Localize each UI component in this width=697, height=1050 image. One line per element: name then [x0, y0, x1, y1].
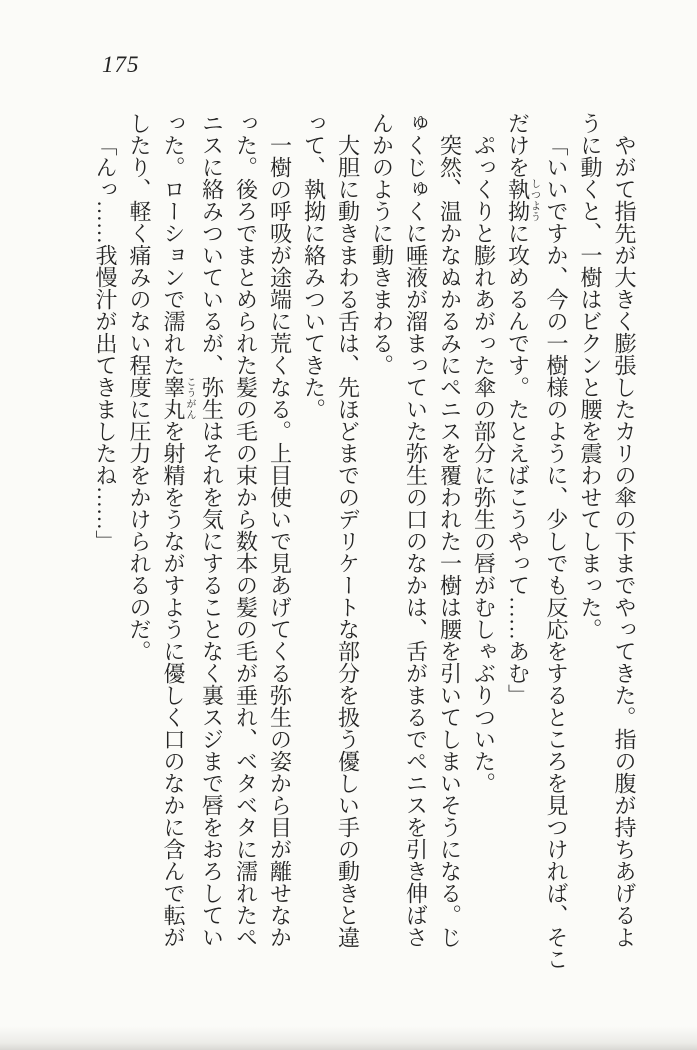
text-run: 一樹の呼吸が途端に荒くなる。上目使いで見あげてくる弥生の姿から目が離せなか	[267, 134, 293, 948]
text-run: 大胆に動きまわる舌は、先ほどまでのデリケートな部分を扱う優しい手の動きと違	[335, 134, 361, 948]
text-line	[195, 112, 229, 976]
text-line	[365, 112, 399, 976]
text-run: ニスに絡みついているが、弥生はそれを気にすることなく裏スジまで唇をおろしてい	[199, 112, 225, 948]
text-line	[501, 112, 540, 976]
text-line	[156, 112, 195, 976]
text-run: やがて指先が大きく膨張したカリの傘の下までやってきた。指の腹が持ちあげるよ	[612, 134, 637, 948]
text-run: って、執拗に絡みついてきた。	[301, 112, 327, 420]
text-run: を射精をうながすように優しく口のなかに含んで転が	[161, 420, 186, 948]
page-bottom-shadow	[0, 1026, 697, 1050]
text-run: うに動くと、一樹はビクンと腰を震わせてしまった。	[578, 112, 603, 640]
text-run: んかのように動きまわる。	[369, 112, 395, 376]
text-run: 「いいですか、今の一樹様のように、少しでも反応をするところを見つければ、そこ	[544, 134, 569, 970]
text-line	[399, 112, 433, 976]
text-run: ぷっくりと膨れあがった傘の部分に弥生の唇がむしゃぶりついた。	[471, 134, 497, 794]
text-line	[467, 112, 501, 976]
body-text	[88, 112, 641, 976]
text-run: したり、軽く痛みのない程度に圧力をかけられるのだ。	[127, 112, 152, 662]
text-line	[263, 112, 297, 976]
furigana: こうがん	[184, 376, 195, 420]
text-line	[433, 112, 467, 976]
text-run: 突然、温かなぬかるみにペニスを覆われた一樹は腰を引いてしまいそうになる。じ	[437, 134, 463, 948]
text-line	[539, 112, 573, 976]
text-run: に攻めるんです。たとえばこうやって……あむ」	[505, 222, 531, 706]
text-line	[573, 112, 607, 976]
ruby-annotated-word: 睾丸こうがん	[161, 376, 195, 420]
text-run: った。ローションで濡れた	[161, 112, 186, 376]
text-run: 「んっ……我慢汁が出てきましたね……」	[93, 134, 118, 552]
text-line	[88, 112, 122, 976]
ruby-annotated-word: 執拗しつよう	[505, 178, 540, 222]
text-run: った。後ろでまとめられた髪の毛の束から数本の髪の毛が垂れ、ベタベタに濡れたペ	[233, 112, 259, 948]
text-run: だけを	[505, 112, 531, 178]
text-line	[229, 112, 263, 976]
text-line	[331, 112, 365, 976]
text-line	[607, 112, 641, 976]
text-run: ゅくじゅくに唾液が溜まっていた弥生の口のなかは、舌がまるでペニスを引き伸ばさ	[403, 112, 429, 948]
page-number: 175	[102, 52, 140, 77]
furigana: しつよう	[528, 178, 540, 222]
text-line	[122, 112, 156, 976]
text-line	[297, 112, 331, 976]
